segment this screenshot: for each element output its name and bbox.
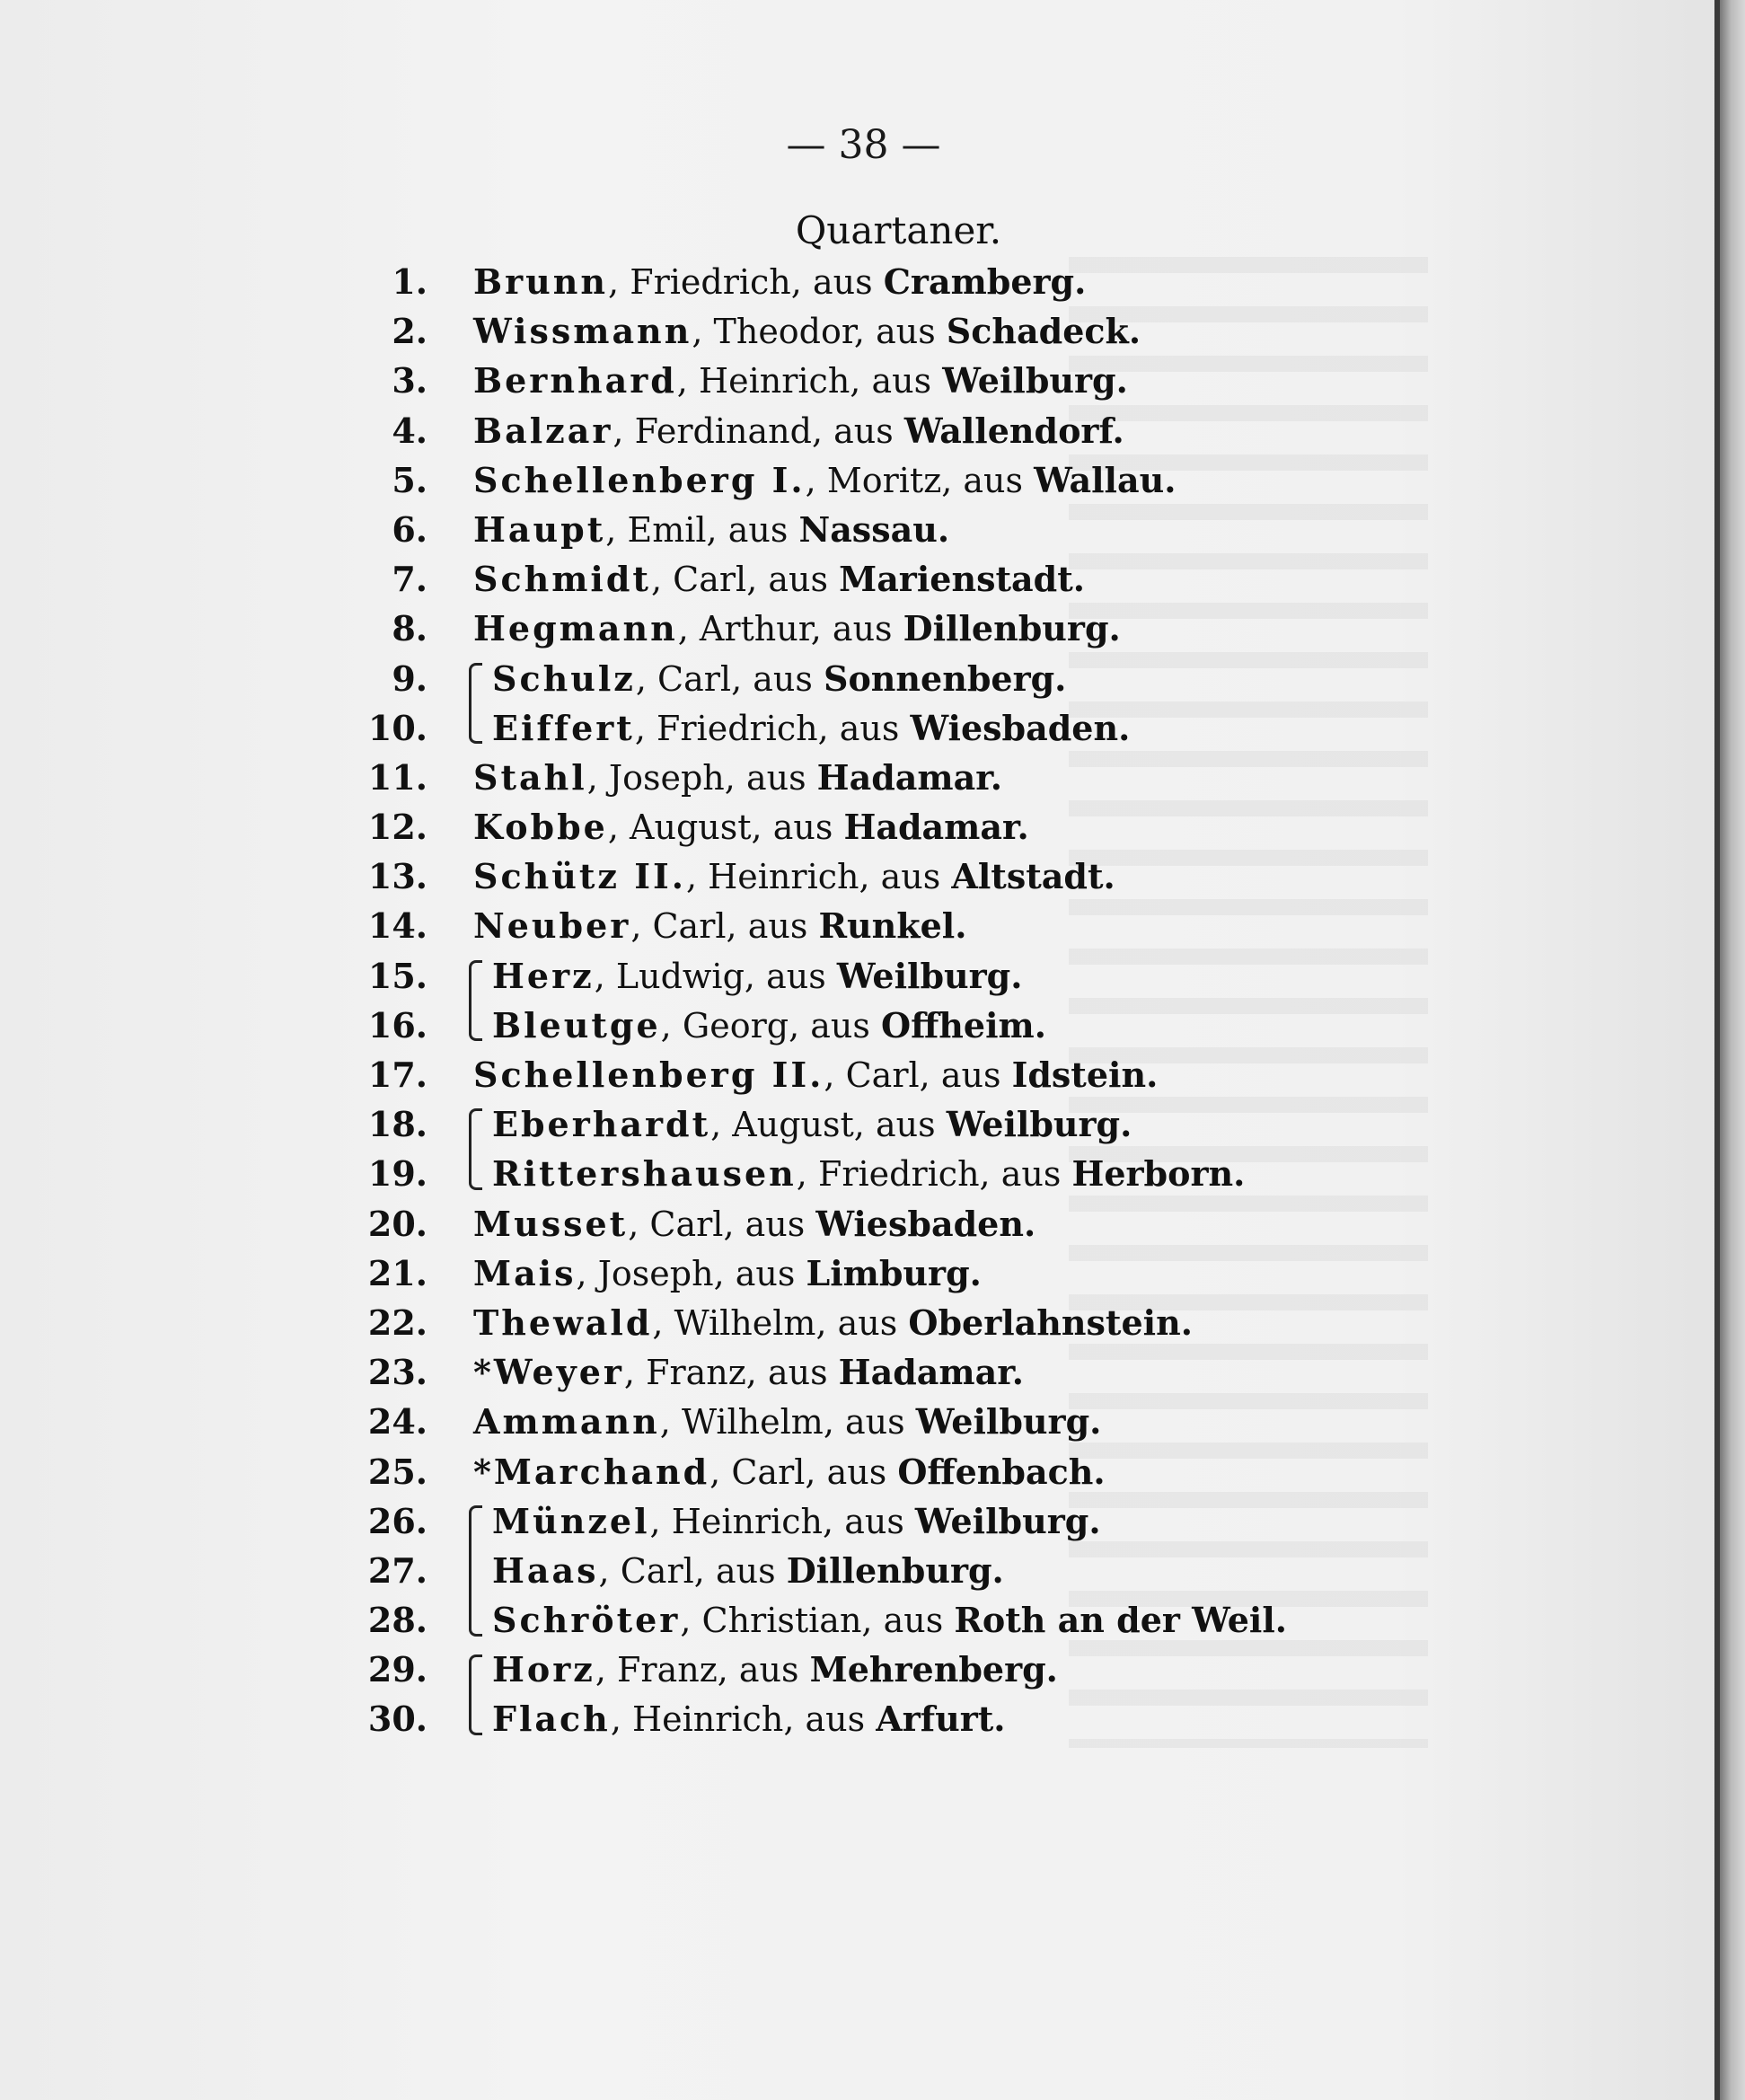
entry-text: Schellenberg I., Moritz, aus Wallau. [473,459,1177,500]
entry-number: 10. [367,707,427,748]
entry-text: Münzel, Heinrich, aus Weilburg. [492,1500,1101,1541]
origin-place: Nassau. [798,508,950,550]
entry-text: Bleutge, Georg, aus Offheim. [492,1004,1046,1046]
surname: Neuber [473,905,631,947]
entry-text: Kobbe, August, aus Hadamar. [473,807,1029,848]
given-name: Emil [627,509,707,550]
given-name: Joseph [597,1253,714,1293]
list-item [0,951,1745,1001]
entry-text: Brunn, Friedrich, aus Cramberg. [473,261,1087,302]
entry-text: Wissmann, Theodor, aus Schadeck. [473,311,1141,352]
surname: Haas [492,1549,599,1591]
given-name: August [630,807,752,848]
entry-text: Schröter, Christian, aus Roth an der Weil. [492,1600,1287,1641]
origin-prefix: aus [883,1601,944,1641]
list-item [0,1347,1745,1397]
entry-number: 20. [367,1203,427,1244]
origin-place: Hadamar. [843,807,1029,848]
entry-number: 18. [367,1104,427,1145]
entry-number: 7. [392,559,427,600]
entry-number: 25. [367,1451,427,1492]
list-item [0,654,1745,703]
origin-place: Marienstadt. [839,559,1085,600]
surname: Flach [492,1699,611,1740]
entry-number: 14. [367,905,427,947]
origin-prefix: aus [833,410,894,451]
origin-place: Weilburg. [914,1500,1101,1541]
entry-number: 3. [392,360,427,401]
surname: Horz [492,1649,595,1690]
entry-text: Eiffert, Friedrich, aus Wiesbaden. [492,707,1131,748]
origin-prefix: aus [876,312,936,352]
origin-place: Mehrenberg. [809,1649,1058,1690]
given-name: Joseph [608,757,725,798]
entry-number: 6. [392,508,427,550]
group-bracket [469,1654,482,1735]
origin-place: Hadamar. [816,756,1002,798]
given-name: Theodor [713,312,854,352]
given-name: Arthur [699,609,811,649]
list-item [0,1149,1745,1198]
origin-prefix: aus [812,262,873,302]
origin-prefix: aus [767,1353,828,1393]
origin-place: Roth an der Weil. [954,1600,1287,1641]
origin-place: Wallau. [1034,459,1177,500]
entry-number: 27. [367,1549,427,1591]
list-item [0,455,1745,505]
origin-place: Weilburg. [915,1401,1102,1443]
surname: Balzar [473,410,613,451]
given-name: Friedrich [630,262,791,302]
given-name: Wilhelm [681,1402,824,1443]
origin-place: Oberlahnstein. [908,1301,1193,1343]
section-title: Quartaner. [795,208,1002,252]
list-item [0,1546,1745,1595]
entry-text: Schütz II., Heinrich, aus Altstadt. [473,856,1115,897]
surname: Wissmann [473,311,692,352]
surname: *Marchand [473,1451,710,1492]
surname: Bernhard [473,360,677,401]
surname: Kobbe [473,807,608,848]
origin-prefix: aus [940,1055,1001,1095]
entry-number: 26. [367,1500,427,1541]
entry-text: Schellenberg II., Carl, aus Idstein. [473,1054,1159,1095]
origin-prefix: aus [1000,1154,1062,1195]
entry-text: Rittershausen, Friedrich, aus Herborn. [492,1153,1246,1195]
given-name: Wilhelm [674,1302,816,1343]
surname: Schulz [492,657,636,699]
origin-place: Offheim. [880,1004,1046,1046]
surname: Schellenberg I. [473,459,806,500]
entry-text: Balzar, Ferdinand, aus Wallendorf. [473,410,1124,451]
origin-place: Dillenburg. [903,608,1121,649]
entry-number: 29. [367,1649,427,1690]
entry-number: 4. [392,410,427,451]
list-item [0,356,1745,405]
entry-text: Bernhard, Heinrich, aus Weilburg. [473,360,1128,401]
list-item [0,1496,1745,1546]
given-name: Christian [701,1601,862,1641]
entry-number: 13. [367,856,427,897]
origin-place: Limburg. [806,1252,982,1293]
surname: Thewald [473,1301,653,1343]
origin-place: Dillenburg. [786,1549,1004,1591]
given-name: Carl [731,1451,806,1492]
surname: Brunn [473,261,609,302]
entry-number: 22. [367,1301,427,1343]
list-item [0,1645,1745,1694]
list-item [0,1447,1745,1496]
entry-text: *Weyer, Franz, aus Hadamar. [473,1352,1024,1393]
entry-text: Flach, Heinrich, aus Arfurt. [492,1699,1006,1740]
given-name: Carl [649,1204,724,1244]
list-item [0,703,1745,753]
origin-prefix: aus [844,1501,904,1541]
surname: Eberhardt [492,1104,711,1145]
student-list [0,257,1745,1744]
surname: Musset [473,1203,629,1244]
origin-place: Runkel. [818,905,967,947]
entry-text: Haupt, Emil, aus Nassau. [473,508,950,550]
entry-text: Haas, Carl, aus Dillenburg. [492,1549,1004,1591]
group-bracket [469,663,482,744]
given-name: August [732,1105,854,1145]
list-item [0,1099,1745,1149]
given-name: Ludwig [615,956,745,996]
given-name: Franz [617,1650,718,1690]
list-item [0,257,1745,306]
list-item [0,1249,1745,1298]
surname: Hegmann [473,608,678,649]
entry-number: 23. [367,1352,427,1393]
surname: Mais [473,1252,577,1293]
list-item [0,505,1745,554]
surname: *Weyer [473,1352,624,1393]
given-name: Carl [845,1055,920,1095]
surname: Schmidt [473,559,651,600]
origin-place: Herborn. [1071,1153,1246,1195]
list-item [0,1050,1745,1099]
entry-text: *Marchand, Carl, aus Offenbach. [473,1451,1106,1492]
entry-number: 24. [367,1401,427,1443]
given-name: Carl [673,560,747,600]
group-bracket [469,1505,482,1637]
given-name: Friedrich [817,1154,980,1195]
entry-text: Hegmann, Arthur, aus Dillenburg. [473,608,1121,649]
group-bracket [469,1108,482,1189]
entry-number: 15. [367,955,427,996]
given-name: Heinrich [631,1699,784,1740]
given-name: Heinrich [698,361,850,401]
group-bracket [469,960,482,1041]
surname: Schellenberg II. [473,1054,824,1095]
entry-text: Herz, Ludwig, aus Weilburg. [492,955,1023,996]
origin-prefix: aus [826,1451,887,1492]
given-name: Ferdinand [634,410,812,451]
entry-number: 16. [367,1004,427,1046]
entry-text: Musset, Carl, aus Wiesbaden. [473,1203,1036,1244]
list-item [0,1595,1745,1645]
origin-place: Weilburg. [942,360,1128,401]
origin-prefix: aus [837,1302,898,1343]
entry-number: 28. [367,1600,427,1641]
surname: Eiffert [492,707,635,748]
given-name: Friedrich [657,708,818,748]
origin-prefix: aus [745,1204,806,1244]
origin-prefix: aus [735,1253,796,1293]
origin-prefix: aus [753,658,813,699]
entry-text: Neuber, Carl, aus Runkel. [473,905,967,947]
origin-prefix: aus [715,1550,776,1591]
list-item [0,604,1745,653]
origin-prefix: aus [772,807,833,848]
origin-prefix: aus [880,857,941,897]
origin-place: Cramberg. [883,261,1087,302]
entry-text: Eberhardt, August, aus Weilburg. [492,1104,1132,1145]
origin-prefix: aus [768,560,829,600]
origin-prefix: aus [738,1650,799,1690]
origin-place: Offenbach. [897,1451,1106,1492]
entry-number: 5. [392,459,427,500]
entry-text: Horz, Franz, aus Mehrenberg. [492,1649,1058,1690]
surname: Münzel [492,1500,650,1541]
origin-place: Schadeck. [946,311,1141,352]
entry-number: 19. [367,1153,427,1195]
entry-number: 9. [392,657,427,699]
list-item [0,753,1745,802]
origin-prefix: aus [839,708,900,748]
origin-place: Arfurt. [876,1699,1006,1740]
entry-number: 21. [367,1252,427,1293]
origin-prefix: aus [963,460,1024,500]
entry-text: Schulz, Carl, aus Sonnenberg. [492,657,1067,699]
surname: Bleutge [492,1004,661,1046]
origin-prefix: aus [745,757,806,798]
origin-place: Wallendorf. [903,410,1124,451]
page-number: — 38 — [786,122,941,168]
origin-prefix: aus [832,609,893,649]
list-item [0,1298,1745,1347]
list-item [0,554,1745,604]
origin-place: Altstadt. [951,856,1115,897]
list-item [0,901,1745,950]
given-name: Moritz [826,460,942,500]
entry-number: 1. [392,261,427,302]
origin-prefix: aus [747,906,808,947]
given-name: Franz [646,1353,746,1393]
origin-prefix: aus [844,1402,905,1443]
entry-number: 30. [367,1699,427,1740]
list-item [0,1694,1745,1743]
surname: Schütz II. [473,856,686,897]
origin-place: Sonnenberg. [824,657,1067,699]
given-name: Heinrich [671,1501,824,1541]
list-item [0,1199,1745,1249]
given-name: Carl [620,1550,694,1591]
origin-prefix: aus [875,1105,936,1145]
given-name: Carl [652,906,727,947]
origin-prefix: aus [871,361,932,401]
origin-prefix: aus [727,509,789,550]
entry-text: Ammann, Wilhelm, aus Weilburg. [473,1401,1102,1443]
entry-text: Stahl, Joseph, aus Hadamar. [473,756,1002,798]
entry-number: 12. [367,807,427,848]
given-name: Carl [657,658,732,699]
origin-place: Wiesbaden. [910,707,1131,748]
list-item [0,406,1745,455]
entry-number: 17. [367,1054,427,1095]
surname: Schröter [492,1600,681,1641]
surname: Stahl [473,756,587,798]
given-name: Georg [682,1005,789,1046]
entry-number: 2. [392,311,427,352]
origin-place: Weilburg. [836,955,1023,996]
surname: Ammann [473,1401,660,1443]
surname: Rittershausen [492,1153,797,1195]
surname: Herz [492,955,595,996]
entry-number: 11. [367,756,427,798]
origin-place: Wiesbaden. [815,1203,1036,1244]
entry-text: Mais, Joseph, aus Limburg. [473,1252,982,1293]
list-item [0,802,1745,851]
entry-number: 8. [392,608,427,649]
origin-place: Idstein. [1011,1054,1159,1095]
origin-prefix: aus [805,1699,866,1740]
origin-prefix: aus [766,956,826,996]
entry-text: Schmidt, Carl, aus Marienstadt. [473,559,1085,600]
list-item [0,1397,1745,1446]
origin-place: Weilburg. [946,1104,1132,1145]
list-item [0,851,1745,901]
list-item [0,1001,1745,1050]
origin-prefix: aus [810,1005,870,1046]
surname: Haupt [473,508,606,550]
origin-place: Hadamar. [838,1352,1024,1393]
list-item [0,306,1745,356]
entry-text: Thewald, Wilhelm, aus Oberlahnstein. [473,1301,1193,1343]
given-name: Heinrich [708,857,859,897]
